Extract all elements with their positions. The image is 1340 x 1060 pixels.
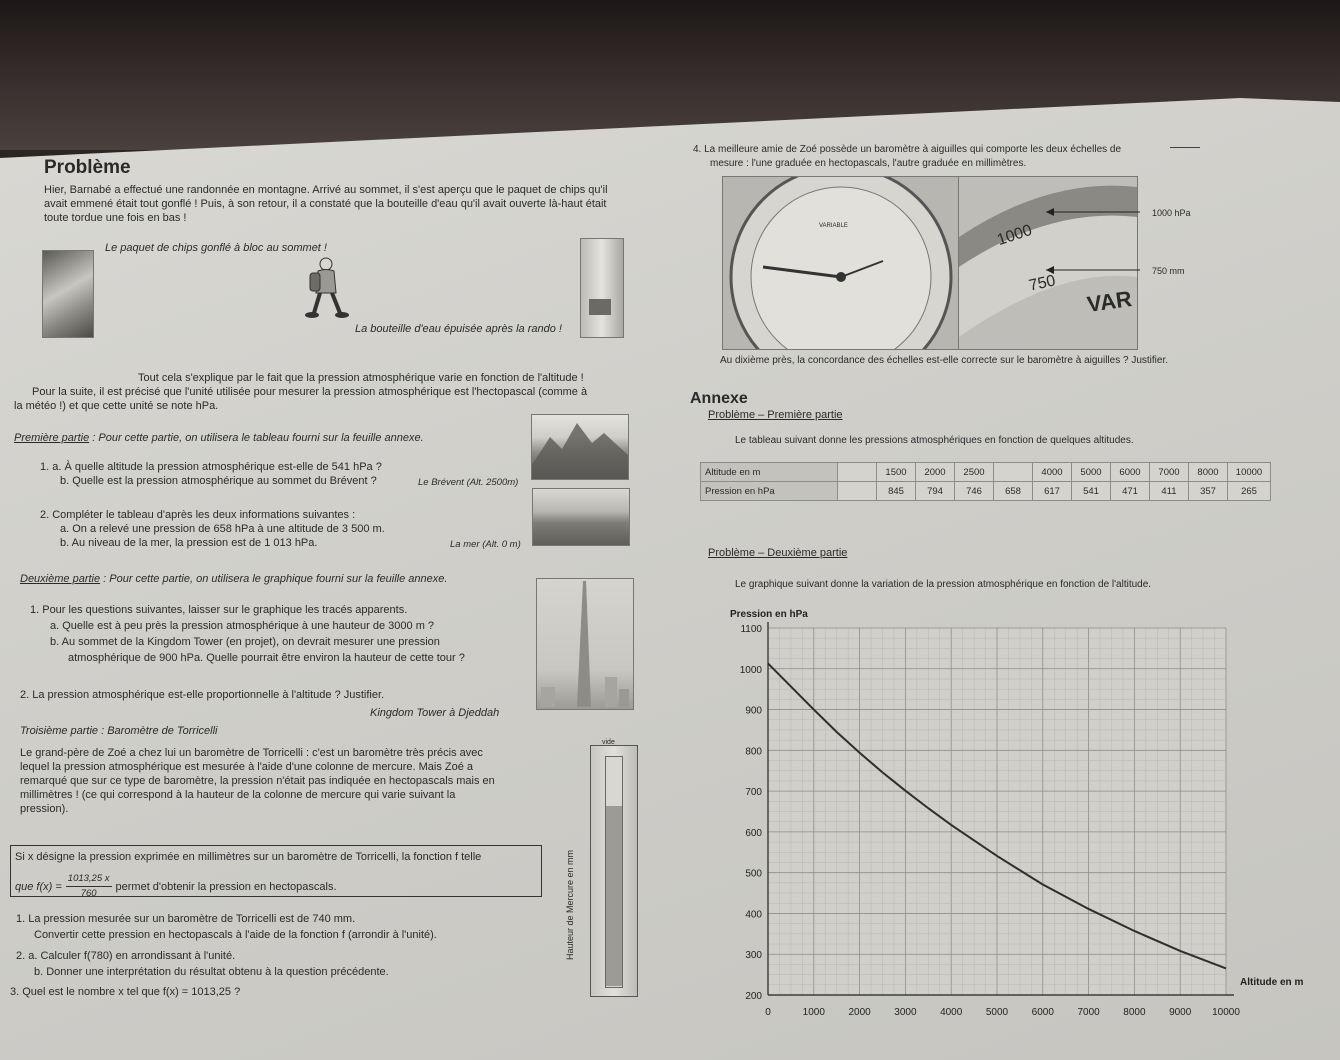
x-tick-label: 1000: [802, 1007, 825, 1018]
p3-question-1-line2: Convertir cette pression en hectopascals à l'aide de la fonction f (arrondir à l'unité).: [34, 929, 437, 941]
part1-heading: [14, 431, 424, 445]
part3-title: Troisième partie : Baromètre de Torricelli: [20, 725, 218, 737]
table-cell: [838, 463, 877, 482]
table-row-label: Pression en hPa: [701, 482, 838, 501]
question-1a: 1. a. À quelle altitude la pression atmosphérique est-elle de 541 hPa ?: [40, 461, 382, 473]
bottle-caption: La bouteille d'eau épuisée après la rando !: [355, 323, 562, 335]
box-formula-lhs: que f(x) =: [15, 880, 62, 893]
barometer-photo: [722, 176, 960, 350]
p2-question-1b-line1: b. Au sommet de la Kingdom Tower (en projet), on devrait mesurer une pression: [50, 636, 440, 648]
table-cell: 6000: [1111, 463, 1150, 482]
table-cell: [994, 463, 1033, 482]
chart-xlabel: Altitude en m: [1240, 977, 1304, 988]
annexe-title: Annexe: [690, 390, 748, 407]
x-tick-label: 0: [765, 1007, 771, 1018]
annexe-part2-text: Le graphique suivant donne la variation de la pression atmosphérique en fonction de l'altitude.: [735, 579, 1152, 590]
p2-question-1b-line2: atmosphérique de 900 hPa. Quelle pourrait être environ la hauteur de cette tour ?: [68, 652, 465, 664]
torricelli-line: millimètres ! (ce qui correspond à la hauteur de la colonne de mercure qui varie suivant la: [20, 789, 456, 801]
table-cell: 658: [994, 482, 1033, 501]
torricelli-line: remarqué que sur ce type de baromètre, la pression n'était pas indiquée en hectopascals mais en: [20, 775, 495, 787]
part2-heading: [20, 572, 447, 586]
y-tick-label: 600: [745, 827, 762, 839]
y-tick-label: 300: [745, 950, 762, 962]
box-line-2: [15, 872, 337, 901]
question-2: 2. Compléter le tableau d'après les deux informations suivantes :: [40, 509, 356, 521]
table-cell: 265: [1228, 482, 1271, 501]
x-tick-label: 4000: [940, 1007, 963, 1018]
scale-arrows: [1040, 200, 1150, 280]
unit-note-1: Pour la suite, il est précisé que l'unité utilisée pour mesurer la pression atmosphérique est l'hectopascal (comme à: [32, 386, 588, 398]
sea-photo: [532, 488, 630, 546]
torricelli-line: pression).: [20, 803, 69, 815]
x-tick-label: 10000: [1212, 1007, 1240, 1018]
tube-axis-label: Hauteur de Mercure en mm: [565, 849, 575, 960]
table-cell: 794: [916, 482, 955, 501]
intro-line: toute tordue une fois en bas !: [44, 212, 187, 224]
y-tick-label: 700: [745, 787, 762, 799]
p3-question-1-line1: 1. La pression mesurée sur un baromètre de Torricelli est de 740 mm.: [16, 913, 356, 925]
mm-arrow-label: 750 mm: [1152, 266, 1185, 276]
torricelli-tube: [590, 745, 638, 997]
box-line-1: Si x désigne la pression exprimée en millimètres sur un baromètre de Torricelli, la fonction f telle: [15, 851, 482, 863]
box-denominator: 760: [80, 888, 97, 899]
function-definition-box: [10, 845, 542, 897]
table-cell: 845: [877, 482, 916, 501]
torricelli-line: Le grand-père de Zoé a chez lui un baromètre de Torricelli : c'est un baromètre très précis avec: [20, 747, 483, 759]
altitude-pressure-table: [700, 462, 1271, 501]
table-cell: 411: [1150, 482, 1189, 501]
corner-mark: [1170, 147, 1200, 148]
y-tick-label: 900: [745, 705, 762, 717]
table-cell: 541: [1072, 482, 1111, 501]
table-cell: 5000: [1072, 463, 1111, 482]
question-2a: a. On a relevé une pression de 658 hPa à une altitude de 3 500 m.: [60, 523, 385, 535]
table-cell: 471: [1111, 482, 1150, 501]
x-tick-label: 5000: [985, 1007, 1009, 1018]
chart-ylabel: Pression en hPa: [730, 609, 808, 620]
x-tick-label: 8000: [1123, 1007, 1146, 1018]
torricelli-line: lequel la pression atmosphérique est mesurée à l'aide d'une colonne de mercure. Mais Zoé a: [20, 761, 474, 773]
intro-line: Hier, Barnabé a effectué une randonnée en montagne. Arrivé au sommet, il s'est aperçu que le paquet de chips qu'il: [44, 184, 608, 196]
intro-line: avait emmené était tout gonflé ! Puis, à son retour, il a constaté que la bouteille d'eau qu'il avait ouverte là-haut était: [44, 198, 607, 210]
x-tick-label: 3000: [894, 1007, 917, 1018]
brevent-photo: [531, 414, 629, 480]
p2-question-1a: a. Quelle est à peu près la pression atmosphérique à une hauteur de 3000 m ?: [50, 620, 435, 632]
annexe-part1-text: Le tableau suivant donne les pressions atmosphériques en fonction de quelques altitudes.: [735, 435, 1134, 446]
page-title: Problème: [44, 157, 131, 178]
question-4-line1: 4. La meilleure amie de Zoé possède un baromètre à aiguilles qui comporte les deux échelles de: [693, 144, 1122, 155]
y-tick-label: 1000: [739, 664, 762, 676]
pressure-altitude-chart: [720, 605, 1320, 1025]
table-cell: 1500: [877, 463, 916, 482]
y-tick-label: 200: [745, 991, 762, 1002]
x-tick-label: 9000: [1169, 1007, 1192, 1018]
intro-text: [44, 183, 644, 225]
x-tick-label: 2000: [848, 1007, 871, 1018]
table-cell: 8000: [1189, 463, 1228, 482]
table-cell: 746: [955, 482, 994, 501]
table-row-pressure: [701, 482, 1271, 501]
table-cell: 4000: [1033, 463, 1072, 482]
part1-title: Première partie: [14, 432, 90, 444]
dial-var-label: VAR: [1085, 286, 1134, 318]
x-tick-label: 6000: [1031, 1007, 1054, 1018]
annexe-part1-title: Problème – Première partie: [708, 409, 843, 421]
table-cell: 7000: [1150, 463, 1189, 482]
p2-question-2: 2. La pression atmosphérique est-elle proportionnelle à l'altitude ? Justifier.: [20, 689, 385, 701]
box-fraction: [66, 872, 112, 901]
x-tick-label: 7000: [1077, 1007, 1100, 1018]
question-1b: b. Quelle est la pression atmosphérique au sommet du Brévent ?: [60, 475, 377, 487]
part2-title: Deuxième partie: [20, 573, 101, 585]
table-cell: [838, 482, 877, 501]
table-cell: 10000: [1228, 463, 1271, 482]
chips-caption: Le paquet de chips gonflé à bloc au sommet !: [105, 242, 327, 254]
part2-instructions: : Pour cette partie, on utilisera le graphique fourni sur la feuille annexe.: [100, 573, 448, 585]
y-tick-label: 500: [745, 868, 762, 880]
box-formula-rest: permet d'obtenir la pression en hectopascals.: [115, 880, 337, 893]
tower-caption: Kingdom Tower à Djeddah: [370, 707, 500, 719]
dial-750-label: 750: [1027, 272, 1058, 295]
question-4-line3: Au dixième près, la concordance des échelles est-elle correcte sur le baromètre à aiguilles ? Justifier.: [720, 355, 1168, 366]
question-4-line2: mesure : l'une graduée en hectopascals, l'autre graduée en millimètres.: [710, 158, 1027, 169]
hiker-icon: [300, 255, 350, 323]
chips-photo: [42, 250, 94, 338]
tube-top-label: vide: [602, 739, 615, 746]
y-tick-label: 800: [745, 746, 762, 758]
bottle-photo: [580, 238, 624, 338]
table-cell: 2000: [916, 463, 955, 482]
annexe-part2-title: Problème – Deuxième partie: [708, 547, 848, 559]
p3-question-3: 3. Quel est le nombre x tel que f(x) = 1013,25 ?: [10, 986, 241, 998]
brevent-caption: Le Brévent (Alt. 2500m): [418, 477, 519, 488]
table-cell: 357: [1189, 482, 1228, 501]
dial-1000-label: 1000: [995, 221, 1035, 250]
tower-photo: [536, 578, 634, 710]
y-tick-label: 1100: [740, 624, 762, 635]
part1-instructions: : Pour cette partie, on utilisera le tableau fourni sur la feuille annexe.: [89, 432, 424, 444]
question-2b: b. Au niveau de la mer, la pression est de 1 013 hPa.: [60, 537, 318, 549]
p2-question-1: 1. Pour les questions suivantes, laisser sur le graphique les tracés apparents.: [30, 604, 408, 616]
p3-question-2b: b. Donner une interprétation du résultat obtenu à la question précédente.: [34, 966, 389, 978]
hpa-arrow-label: 1000 hPa: [1152, 208, 1191, 218]
sea-caption: La mer (Alt. 0 m): [450, 539, 521, 550]
p3-question-2a: 2. a. Calculer f(780) en arrondissant à l'unité.: [16, 950, 236, 962]
table-row-label: Altitude en m: [701, 463, 838, 482]
torricelli-text: [20, 746, 545, 816]
explain-text: Tout cela s'explique par le fait que la pression atmosphérique varie en fonction de l'altitude !: [138, 372, 584, 384]
dial-small-label: VARIABLE: [819, 223, 848, 229]
table-cell: 617: [1033, 482, 1072, 501]
table-cell: 2500: [955, 463, 994, 482]
unit-note-2: la météo !) et que cette unité se note hPa.: [14, 400, 219, 412]
y-tick-label: 400: [745, 909, 762, 921]
box-numerator: 1013,25 x: [66, 872, 112, 887]
table-row-altitude: [701, 463, 1271, 482]
